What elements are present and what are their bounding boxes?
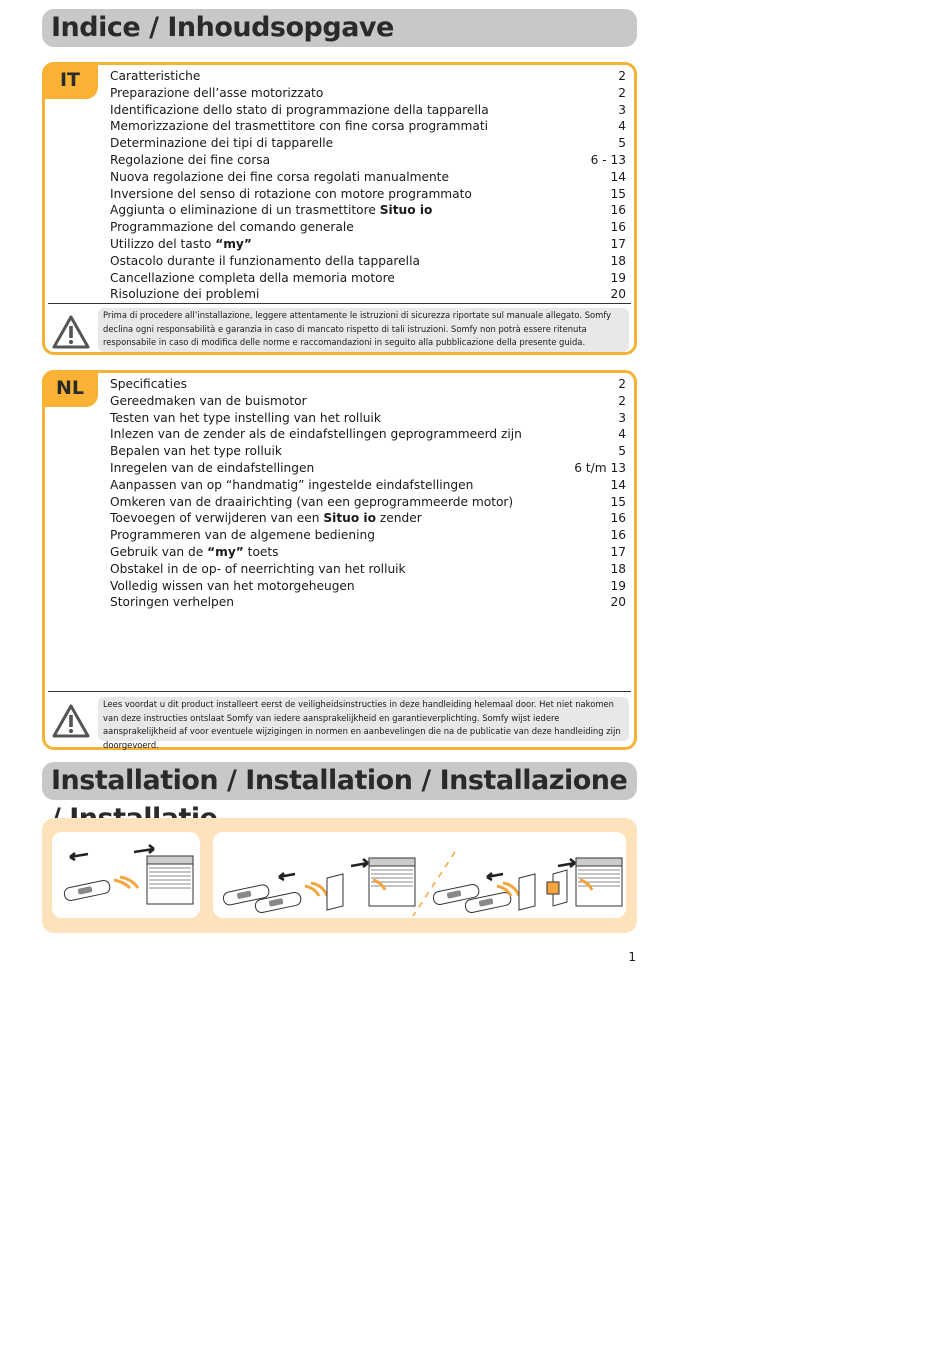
toc-entry <box>110 202 626 219</box>
toc-entry-title-text: toets <box>243 544 279 559</box>
safety-warning-nl <box>49 697 630 750</box>
toc-entry-page: 2 <box>618 377 626 391</box>
toc-entry <box>110 510 626 527</box>
toc-entry-page: 18 <box>610 253 626 268</box>
safety-warning-text-nl: Lees voordat u dit product installeert eerst de veiligheidsinstructies in deze handleiding helemaal door. Het niet nakomen van deze instructies ontslaat Somfy van iedere aansprakelijkheid en garantieverplichting. Somfy wijst iedere aansprakelijkheid af voor eventuele wijzigingen in normen en aanbevelingen die na de publicatie van deze handleiding zijn doorgevoerd. <box>98 697 629 741</box>
toc-entry-page: 20 <box>610 287 626 302</box>
toc-entry-page: 14 <box>610 477 626 492</box>
warning-icon <box>51 703 91 739</box>
illustration-single-remote <box>52 832 200 918</box>
toc-entry-page: 16 <box>610 203 626 218</box>
toc-entry-title: Volledig wissen van het motorgeheugen <box>110 578 355 593</box>
toc-entry-title-text: Toevoegen of verwijderen van een <box>110 511 324 526</box>
toc-entry-title: Gereedmaken van de buismotor <box>110 393 307 408</box>
toc-entry <box>110 393 626 410</box>
toc-entry-title <box>110 510 422 527</box>
toc-entry-title: Memorizzazione del trasmettitore con fine corsa programmati <box>110 119 489 134</box>
toc-entry-page: 15 <box>610 186 626 201</box>
toc-entry <box>110 118 626 135</box>
toc-entry <box>110 561 626 578</box>
toc-list-nl <box>110 376 626 611</box>
toc-entry-title <box>110 202 432 219</box>
toc-entry-page: 19 <box>610 578 626 593</box>
toc-entry-title-text: Gebruik van de <box>110 544 208 559</box>
language-badge-it: IT <box>42 62 98 99</box>
toc-entry-title <box>110 236 252 253</box>
toc-entry-title-bold: Situo io <box>379 203 433 218</box>
toc-entry-title: Cancellazione completa della memoria motore <box>110 270 395 285</box>
index-header: Indice / Inhoudsopgave <box>42 9 637 47</box>
toc-entry-title: Bepalen van het type rolluik <box>110 444 282 459</box>
toc-entry-title: Nuova regolazione dei fine corsa regolati manualmente <box>110 169 449 184</box>
toc-entry-page: 5 <box>618 136 626 151</box>
toc-entry-title: Risoluzione dei problemi <box>110 287 260 302</box>
toc-entry-title: Regolazione dei fine corsa <box>110 152 271 167</box>
toc-entry-page: 16 <box>610 528 626 543</box>
divider <box>48 303 631 304</box>
toc-entry <box>110 85 626 102</box>
toc-entry-title-bold: “my” <box>215 236 252 251</box>
remote-to-shutter-illustration <box>52 832 200 918</box>
toc-entry-page: 20 <box>610 595 626 610</box>
language-badge-nl: NL <box>42 370 98 407</box>
toc-entry-title: Testen van het type instelling van het rolluik <box>110 410 381 425</box>
toc-entry-page: 6 - 13 <box>590 152 626 167</box>
toc-entry-page: 17 <box>610 236 626 251</box>
toc-entry <box>110 477 626 494</box>
divider <box>48 691 631 692</box>
toc-entry <box>110 186 626 203</box>
toc-entry-title: Storingen verhelpen <box>110 595 234 610</box>
toc-entry <box>110 286 626 303</box>
toc-entry-title: Inversione del senso di rotazione con motore programmato <box>110 186 472 201</box>
toc-entry-title: Programmazione del comando generale <box>110 220 354 235</box>
toc-panel-it <box>42 62 637 355</box>
toc-entry <box>110 426 626 443</box>
toc-entry <box>110 594 626 611</box>
toc-entry-title: Determinazione dei tipi di tapparelle <box>110 136 334 151</box>
toc-entry-page: 16 <box>610 220 626 235</box>
toc-entry <box>110 527 626 544</box>
toc-entry-title: Programmeren van de algemene bediening <box>110 528 375 543</box>
toc-entry-title: Inlezen van de zender als de eindafstellingen geprogrammeerd zijn <box>110 427 522 442</box>
toc-entry-page: 2 <box>618 85 626 100</box>
toc-entry-title: Specificaties <box>110 377 187 391</box>
page-number: 1 <box>628 950 636 964</box>
toc-panel-nl <box>42 370 637 750</box>
toc-entry <box>110 68 626 85</box>
toc-entry-page: 3 <box>618 102 626 117</box>
toc-entry-page: 5 <box>618 444 626 459</box>
illustration-two-remotes <box>213 832 626 918</box>
toc-entry-page: 17 <box>610 544 626 559</box>
toc-entry <box>110 169 626 186</box>
toc-entry-title: Identificazione dello stato di programmazione della tapparella <box>110 102 489 117</box>
safety-warning-text-it: Prima di procedere all’installazione, leggere attentamente le istruzioni di sicurezza riportate sul manuale allegato. Somfy declina ogni responsabilità e garanzia in caso di mancato rispetto di tali istruzioni. Somfy non potrà essere ritenuta responsabile in caso di modifica delle norme e raccomandazioni in seguito alla pubblicazione della presente guida. <box>98 308 629 352</box>
toc-entry-title: Caratteristiche <box>110 69 201 83</box>
toc-list-it <box>110 68 626 303</box>
toc-entry-title: Preparazione dell’asse motorizzato <box>110 85 324 100</box>
installation-header: Installation / Installation / Installazione <box>42 762 637 800</box>
toc-entry <box>110 219 626 236</box>
toc-entry <box>110 494 626 511</box>
toc-entry-title: Inregelen van de eindafstellingen <box>110 460 315 475</box>
toc-entry <box>110 376 626 393</box>
toc-entry-title-bold: “my” <box>207 544 244 559</box>
two-remotes-illustration <box>213 832 626 918</box>
toc-entry-page: 2 <box>618 393 626 408</box>
toc-entry <box>110 253 626 270</box>
toc-entry-title-text: zender <box>375 511 422 526</box>
warning-icon <box>51 314 91 350</box>
toc-entry-title-bold: Situo io <box>323 511 376 526</box>
toc-entry <box>110 460 626 477</box>
safety-warning-it <box>49 308 630 352</box>
toc-entry-page: 4 <box>618 119 626 134</box>
toc-entry-title: Ostacolo durante il funzionamento della tapparella <box>110 253 420 268</box>
toc-entry-page: 14 <box>610 169 626 184</box>
toc-entry-page: 3 <box>618 410 626 425</box>
toc-entry-page: 15 <box>610 494 626 509</box>
toc-entry-page: 16 <box>610 511 626 526</box>
toc-entry <box>110 578 626 595</box>
toc-entry <box>110 152 626 169</box>
toc-entry <box>110 443 626 460</box>
toc-entry-title-text: Utilizzo del tasto <box>110 236 216 251</box>
toc-entry-title: Aanpassen van op “handmatig” ingestelde eindafstellingen <box>110 477 474 492</box>
toc-entry-page: 4 <box>618 427 626 442</box>
toc-entry <box>110 544 626 561</box>
toc-entry <box>110 135 626 152</box>
toc-entry-title <box>110 544 279 561</box>
toc-entry <box>110 410 626 427</box>
toc-entry <box>110 236 626 253</box>
toc-entry-page: 18 <box>610 561 626 576</box>
toc-entry <box>110 270 626 287</box>
installation-illustrations <box>42 818 637 933</box>
toc-entry-title: Obstakel in de op- of neerrichting van het rolluik <box>110 561 406 576</box>
toc-entry-title: Omkeren van de draairichting (van een geprogrammeerde motor) <box>110 494 514 509</box>
toc-entry-page: 19 <box>610 270 626 285</box>
toc-entry <box>110 102 626 119</box>
toc-entry-page: 2 <box>618 69 626 83</box>
toc-entry-page: 6 t/m 13 <box>574 460 626 475</box>
toc-entry-title-text: Aggiunta o eliminazione di un trasmettitore <box>110 203 380 218</box>
